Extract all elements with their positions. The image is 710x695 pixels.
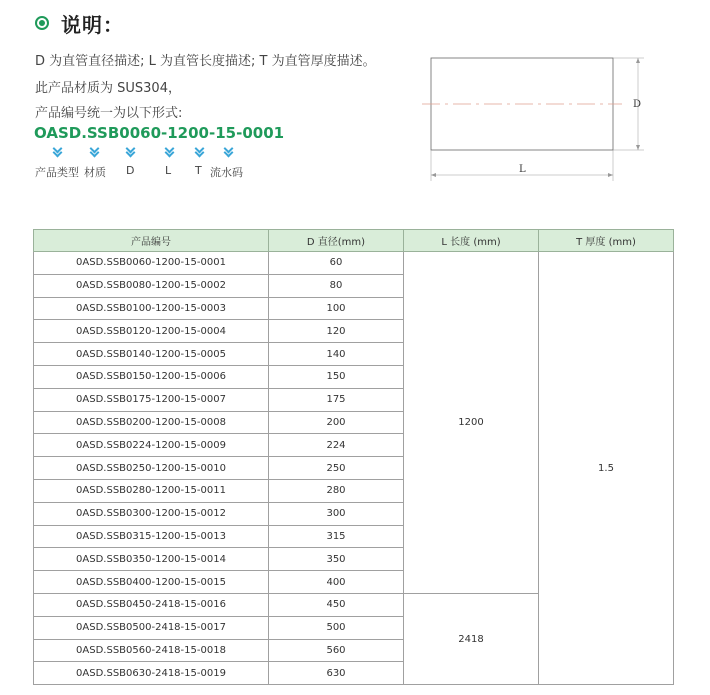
product-code-cell: 0ASD.SSB0500-2418-15-0017 — [34, 616, 269, 639]
diameter-cell: 300 — [269, 502, 404, 525]
column-header-thickness: T 厚度 (mm) — [539, 230, 674, 252]
segment-label-product-type: 产品类型 — [35, 166, 79, 179]
chevron-down-icon — [164, 146, 174, 158]
chevron-down-icon — [52, 146, 62, 158]
diameter-cell: 250 — [269, 457, 404, 480]
diameter-cell: 80 — [269, 274, 404, 297]
thickness-cell: 1.5 — [539, 252, 674, 685]
diameter-label: D — [633, 99, 642, 110]
column-header-code: 产品编号 — [34, 230, 269, 252]
diameter-cell: 100 — [269, 297, 404, 320]
product-code-cell: 0ASD.SSB0280-1200-15-0011 — [34, 479, 269, 502]
section-header — [35, 8, 124, 38]
spec-table — [33, 229, 674, 685]
product-code-cell: 0ASD.SSB0250-1200-15-0010 — [34, 457, 269, 480]
diameter-cell: 315 — [269, 525, 404, 548]
product-code-cell: 0ASD.SSB0100-1200-15-0003 — [34, 297, 269, 320]
product-code-cell: 0ASD.SSB0120-1200-15-0004 — [34, 320, 269, 343]
segment-label-thickness: T — [195, 164, 202, 177]
diameter-cell: 350 — [269, 548, 404, 571]
product-code-cell: 0ASD.SSB0060-1200-15-0001 — [34, 252, 269, 275]
chevron-down-icon — [194, 146, 204, 158]
length-label: L — [519, 164, 526, 175]
table-body — [34, 252, 674, 685]
description-material: 此产品材质为 SUS304， — [35, 81, 181, 96]
section-title: 说明： — [61, 12, 124, 37]
product-code-cell: 0ASD.SSB0150-1200-15-0006 — [34, 365, 269, 388]
table-row — [34, 252, 674, 275]
column-header-length: L 长度 (mm) — [404, 230, 539, 252]
diameter-cell: 400 — [269, 571, 404, 594]
product-code-cell: 0ASD.SSB0630-2418-15-0019 — [34, 662, 269, 685]
diameter-cell: 60 — [269, 252, 404, 275]
chevron-down-icon — [125, 146, 135, 158]
column-header-diameter: D 直径(mm) — [269, 230, 404, 252]
diameter-cell: 200 — [269, 411, 404, 434]
product-code-cell: 0ASD.SSB0315-1200-15-0013 — [34, 525, 269, 548]
product-code-cell: 0ASD.SSB0350-1200-15-0014 — [34, 548, 269, 571]
segment-label-diameter: D — [126, 164, 135, 177]
diameter-cell: 120 — [269, 320, 404, 343]
pipe-dimension-diagram — [422, 45, 662, 185]
segment-label-serial: 流水码 — [210, 166, 243, 179]
product-code-cell: 0ASD.SSB0175-1200-15-0007 — [34, 388, 269, 411]
table-header-row — [34, 230, 674, 252]
diameter-cell: 450 — [269, 593, 404, 616]
diameter-cell: 175 — [269, 388, 404, 411]
description-dimensions: D 为直管直径描述; L 为直管长度描述; T 为直管厚度描述。 — [35, 54, 376, 69]
diameter-cell: 560 — [269, 639, 404, 662]
bullet-circle-icon — [35, 16, 49, 30]
product-code-cell: 0ASD.SSB0450-2418-15-0016 — [34, 593, 269, 616]
description-code-format: 产品编号统一为以下形式: — [35, 106, 183, 121]
diameter-cell: 224 — [269, 434, 404, 457]
product-code-cell: 0ASD.SSB0560-2418-15-0018 — [34, 639, 269, 662]
product-code-cell: 0ASD.SSB0140-1200-15-0005 — [34, 343, 269, 366]
product-code-cell: 0ASD.SSB0200-1200-15-0008 — [34, 411, 269, 434]
chevron-down-icon — [223, 146, 233, 158]
diameter-cell: 500 — [269, 616, 404, 639]
diameter-cell: 280 — [269, 479, 404, 502]
length-cell: 2418 — [404, 593, 539, 684]
diameter-cell: 630 — [269, 662, 404, 685]
product-code-cell: 0ASD.SSB0224-1200-15-0009 — [34, 434, 269, 457]
product-code-cell: 0ASD.SSB0080-1200-15-0002 — [34, 274, 269, 297]
diameter-cell: 150 — [269, 365, 404, 388]
product-code-cell: 0ASD.SSB0400-1200-15-0015 — [34, 571, 269, 594]
segment-label-material: 材质 — [84, 166, 106, 179]
length-cell: 1200 — [404, 252, 539, 594]
product-code-cell: 0ASD.SSB0300-1200-15-0012 — [34, 502, 269, 525]
segment-label-length: L — [165, 164, 172, 177]
code-example: OASD.SSB0060-1200-15-0001 — [34, 124, 285, 142]
diameter-cell: 140 — [269, 343, 404, 366]
chevron-down-icon — [89, 146, 99, 158]
